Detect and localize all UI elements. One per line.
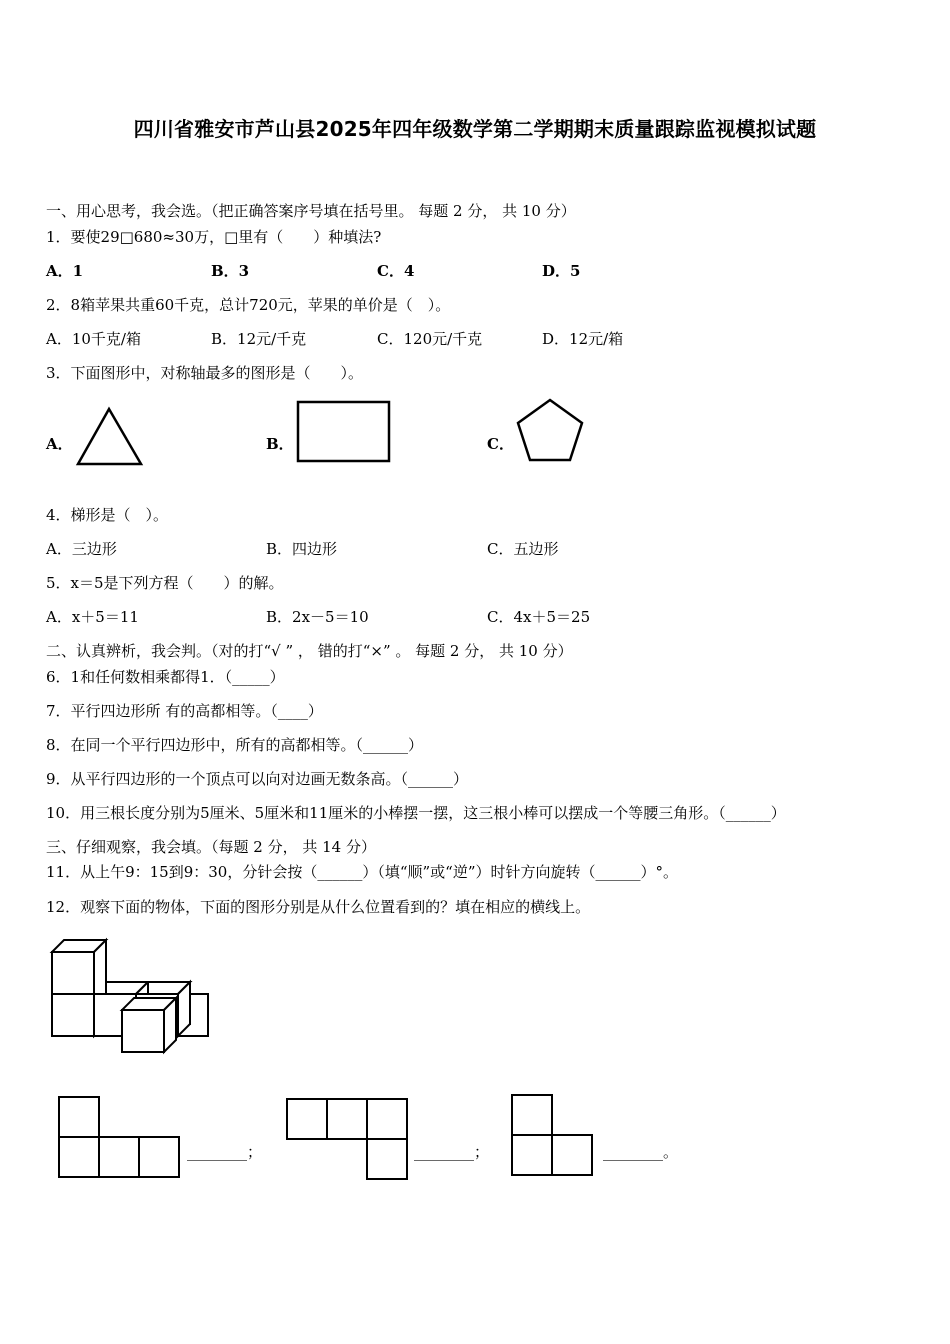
cube-solid-figure: [44, 932, 204, 1056]
view-figure-1: [57, 1095, 181, 1179]
section-3-heading: 三、仔细观察，我会填。（每题 2 分， 共 14 分）: [46, 838, 376, 856]
view-3-blank[interactable]: ________。: [603, 1143, 679, 1161]
question-2-stem: 2．8箱苹果共重60千克，总计720元，苹果的单价是（ ）。: [46, 296, 451, 314]
section-2-heading: 二、认真辨析，我会判。（对的打“√ ” ， 错的打“×” 。 每题 2 分， 共 10 分）: [46, 642, 573, 660]
q3-option-a: A．: [46, 435, 73, 453]
q1-option-a: A．1: [46, 262, 84, 280]
view-figure-3: [510, 1093, 594, 1177]
rectangle-icon: [296, 400, 392, 464]
q3-option-b: B．: [266, 435, 294, 453]
section-1-heading: 一、用心思考，我会选。（把正确答案序号填在括号里。 每题 2 分， 共 10 分）: [46, 202, 576, 220]
q4-option-b: B．四边形: [266, 540, 338, 558]
view-1-blank[interactable]: ________；: [187, 1143, 263, 1161]
q5-option-b: B．2x－5＝10: [266, 608, 369, 626]
question-5-stem: 5．x＝5是下列方程（ ）的解。: [46, 574, 284, 592]
q1-option-d: D．5: [542, 262, 581, 280]
question-9: 9．从平行四边形的一个顶点可以向对边画无数条高。（______）: [46, 770, 469, 788]
q3-option-c: C．: [487, 435, 514, 453]
question-12: 12．观察下面的物体，下面的图形分别是从什么位置看到的？填在相应的横线上。: [46, 898, 591, 916]
question-11: 11．从上午9：15到9：30，分针会按（______）（填“顺”或“逆”）时针方向旋转（______）°。: [46, 863, 679, 881]
view-figure-2: [285, 1097, 409, 1181]
pentagon-icon: [515, 398, 585, 464]
q5-option-a: A．x＋5＝11: [46, 608, 139, 626]
question-3-stem: 3．下面图形中，对称轴最多的图形是（ ）。: [46, 364, 364, 382]
page-title: 四川省雅安市芦山县2025年四年级数学第二学期期末质量跟踪监视模拟试题: [133, 117, 817, 141]
question-8: 8．在同一个平行四边形中，所有的高都相等。（______）: [46, 736, 424, 754]
q4-option-a: A．三边形: [46, 540, 117, 558]
q4-option-c: C．五边形: [487, 540, 559, 558]
question-10: 10．用三根长度分别为5厘米、5厘米和11厘米的小棒摆一摆，这三根小棒可以摆成一个等腰三角形。（______）: [46, 804, 786, 822]
q1-option-c: C．4: [377, 262, 415, 280]
q2-option-a: A．10千克/箱: [46, 330, 141, 348]
question-7: 7．平行四边形所 有的高都相等。（____）: [46, 702, 323, 720]
q2-option-d: D．12元/箱: [542, 330, 624, 348]
triangle-icon: [76, 406, 144, 466]
q2-option-c: C．120元/千克: [377, 330, 483, 348]
view-2-blank[interactable]: ________；: [414, 1143, 490, 1161]
question-6: 6．1和任何数相乘都得1．（_____）: [46, 668, 285, 686]
q2-option-b: B．12元/千克: [211, 330, 307, 348]
question-4-stem: 4．梯形是（ ）。: [46, 506, 169, 524]
q5-option-c: C．4x＋5＝25: [487, 608, 591, 626]
q1-option-b: B．3: [211, 262, 250, 280]
question-1-stem: 1．要使29□680≈30万，□里有（ ）种填法?: [46, 228, 382, 246]
